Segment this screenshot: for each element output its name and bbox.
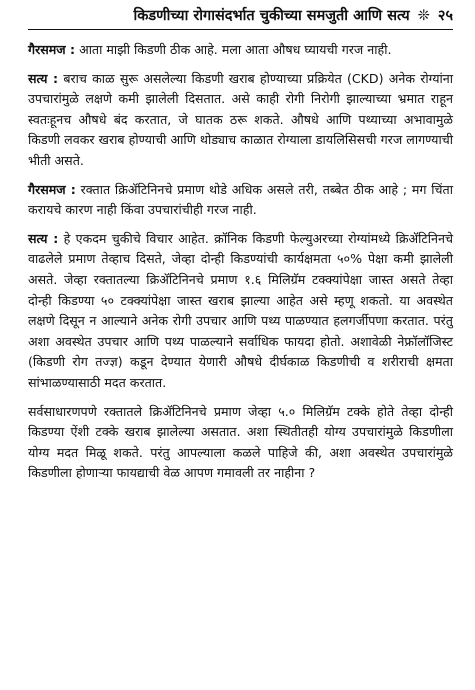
myth-label: गैरसमज :: [28, 42, 76, 57]
fact-text: बराच काळ सुरू असलेल्या किडणी खराब होण्याच्या प्रक्रियेत (CKD) अनेक रोग्यांना उपचारांमुळे लक्षणे कमी झालेली दिसतात. असे काही रोगी निरोगी झाल्याच्या भ्रमात राहून स्वतःहूनच औषधे बंद करतात, जे घातक ठरू शकते. औषधे आणि पथ्याच्या अभावामुळे किडणी लवकर खराब होण्याची आणि थोड्याच काळात रोग्याला डायलिसिसची गरज लागण्याची भीती असते.: [28, 70, 454, 168]
myth-text: रक्तात क्रिॲटिनिनचे प्रमाण थोडे अधिक असले तरी, तब्बेत ठीक आहे ; मग चिंता करायचे कारण नाही किंवा उपचारांचीही गरज नाही.: [28, 181, 453, 218]
fact-label: सत्य :: [28, 70, 59, 86]
page-header: [28, 6, 453, 30]
fact-text: हे एकदम चुकीचे विचार आहेत. क्रॉनिक किडणी फेल्युअरच्या रोग्यांमध्ये क्रिॲटिनिनचे वाढलेले प्रमाण तेव्हाच दिसते, जेव्हा दोन्ही किडण्यांची कार्यक्षमता ५०% पेक्षा कमी झालेली असते. जेव्हा रक्तातल्या क्रिॲटिनिनचे प्रमाण १.६ मिलिग्रॅम टक्क्यांपेक्षा जास्त असते तेव्हा दोन्ही किडण्या ५० टक्क्यांपेक्षा जास्त खराब झाल्या आहेत असे म्हणू शकतो. या अवस्थेत लक्षणे दिसून न आल्याने अनेक रोगी उपचार आणि पथ्य पाळण्यात हलगर्जीपणा करतात. परंतु अशा अवस्थेत उपचार आणि पथ्य पाळल्याने सर्वाधिक फायदा होतो. अशावेळी नेफ्रॉलॉजिस्ट (किडणी रोग तज्ज्ञ) कडून देण्यात येणारी औषधे दीर्घकाळ किडणीची व शरीराची क्षमता सांभाळण्यासाठी मदत करतात.: [28, 230, 453, 390]
paragraph-myth-2: [28, 180, 453, 221]
star-ornament-icon: ❊: [417, 8, 430, 24]
paragraph-fact-1: [28, 69, 453, 172]
page-number: २५: [437, 8, 453, 24]
header-title: किडणीच्या रोगासंदर्भात चुकीच्या समजुती आणि सत्य: [133, 8, 410, 24]
paragraph-general: [28, 402, 453, 484]
fact-label: सत्य :: [28, 230, 59, 246]
myth-label: गैरसमज :: [28, 181, 76, 197]
paragraph-fact-2: [28, 229, 453, 394]
general-text: सर्वसाधारणपणे रक्तातले क्रिॲटिनिनचे प्रमाण जेव्हा ५.० मिलिग्रॅम टक्के होते तेव्हा दोन्ही किडण्या ऐंशी टक्के खराब झालेल्या असतात. अशा स्थितीतही योग्य उपचारांमुळे किडणीला योग्य मदत मिळू शकते. परंतु आपल्याला कळले पाहिजे की, अशा अवस्थेत उपचारांमुळे किडणीला होणाऱ्या फायद्याची वेळ आपण गमावली तर नाहीना ?: [28, 403, 453, 481]
paragraph-myth-1: [28, 40, 453, 61]
myth-text: आता माझी किडणी ठीक आहे. मला आता औषध घ्यायची गरज नाही.: [75, 42, 392, 57]
